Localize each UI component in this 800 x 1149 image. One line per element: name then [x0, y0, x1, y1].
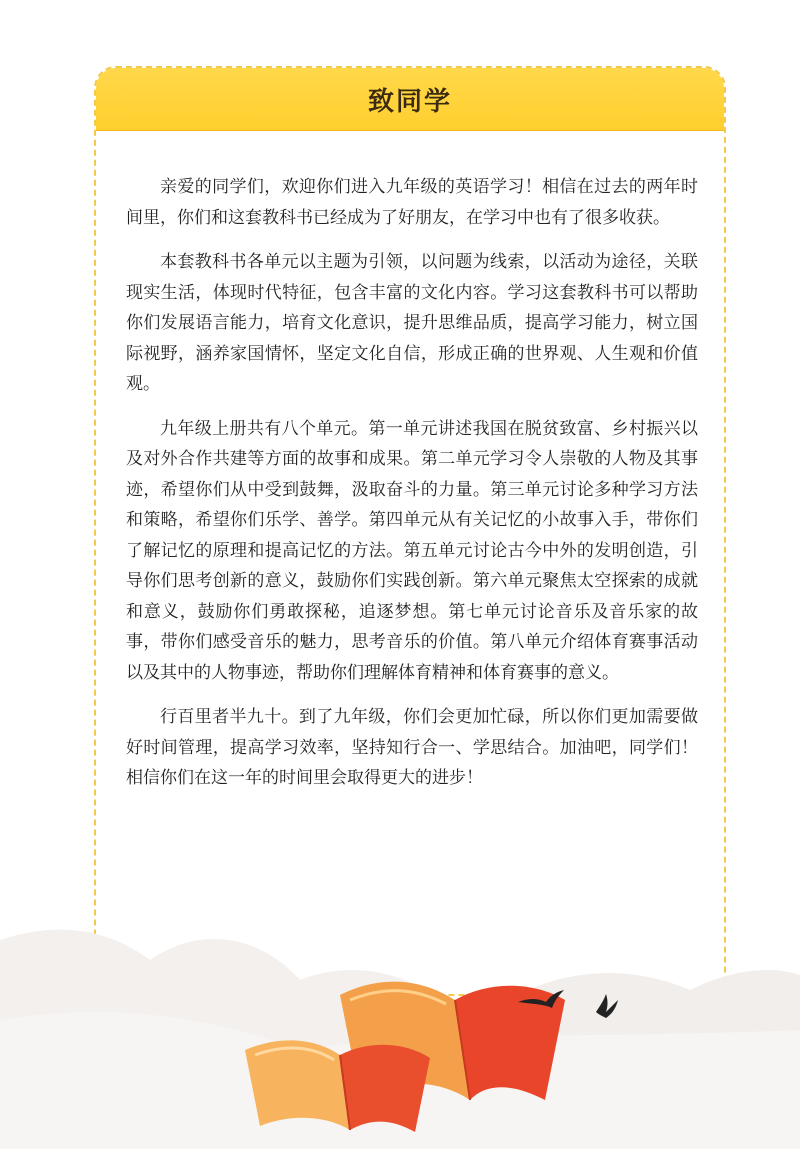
card-header [96, 68, 724, 131]
page-title: 致同学 [367, 86, 452, 117]
paragraph-4: 行百里者半九十。到了九年级，你们会更加忙碌，所以你们更加需要做好时间管理，提高学习效率，坚持知行合一、学思结合。加油吧，同学们！相信你们在这一年的时间里会取得更大的进步！ [126, 707, 698, 788]
letter-card [94, 66, 726, 996]
paragraph-1: 亲爱的同学们，欢迎你们进入九年级的英语学习！相信在过去的两年时间里，你们和这套教科书已经成为了好朋友，在学习中也有了很多收获。 [126, 177, 698, 228]
letter-body [126, 172, 698, 808]
paragraph-3: 九年级上册共有八个单元。第一单元讲述我国在脱贫致富、乡村振兴以及对外合作共建等方面的故事和成果。第二单元学习令人崇敬的人物及其事迹，希望你们从中受到鼓舞，汲取奋斗的力量。第三单元讨论多种学习方法和策略，希望你们乐学、善学。第四单元从有关记忆的小故事入手，带你们了解记忆的原理和提高记忆的方法。第五单元讨论古今中外的发明创造，引导你们思考创新的意义，鼓励你们实践创新。第六单元聚焦太空探索的成就和意义，鼓励你们勇敢探秘，追逐梦想。第七单元讨论音乐及音乐家的故事，带你们感受音乐的魅力，思考音乐的价值。第八单元介绍体育赛事活动以及其中的人物事迹，帮助你们理解体育精神和体育赛事的意义。 [126, 418, 698, 683]
paragraph-2: 本套教科书各单元以主题为引领，以问题为线索，以活动为途径，关联现实生活，体现时代特征，包含丰富的文化内容。学习这套教科书可以帮助你们发展语言能力，培育文化意识，提升思维品质，提高学习能力，树立国际视野，涵养家国情怀，坚定文化自信，形成正确的世界观、人生观和价值观。 [126, 252, 698, 394]
open-book-icon [245, 982, 565, 1132]
